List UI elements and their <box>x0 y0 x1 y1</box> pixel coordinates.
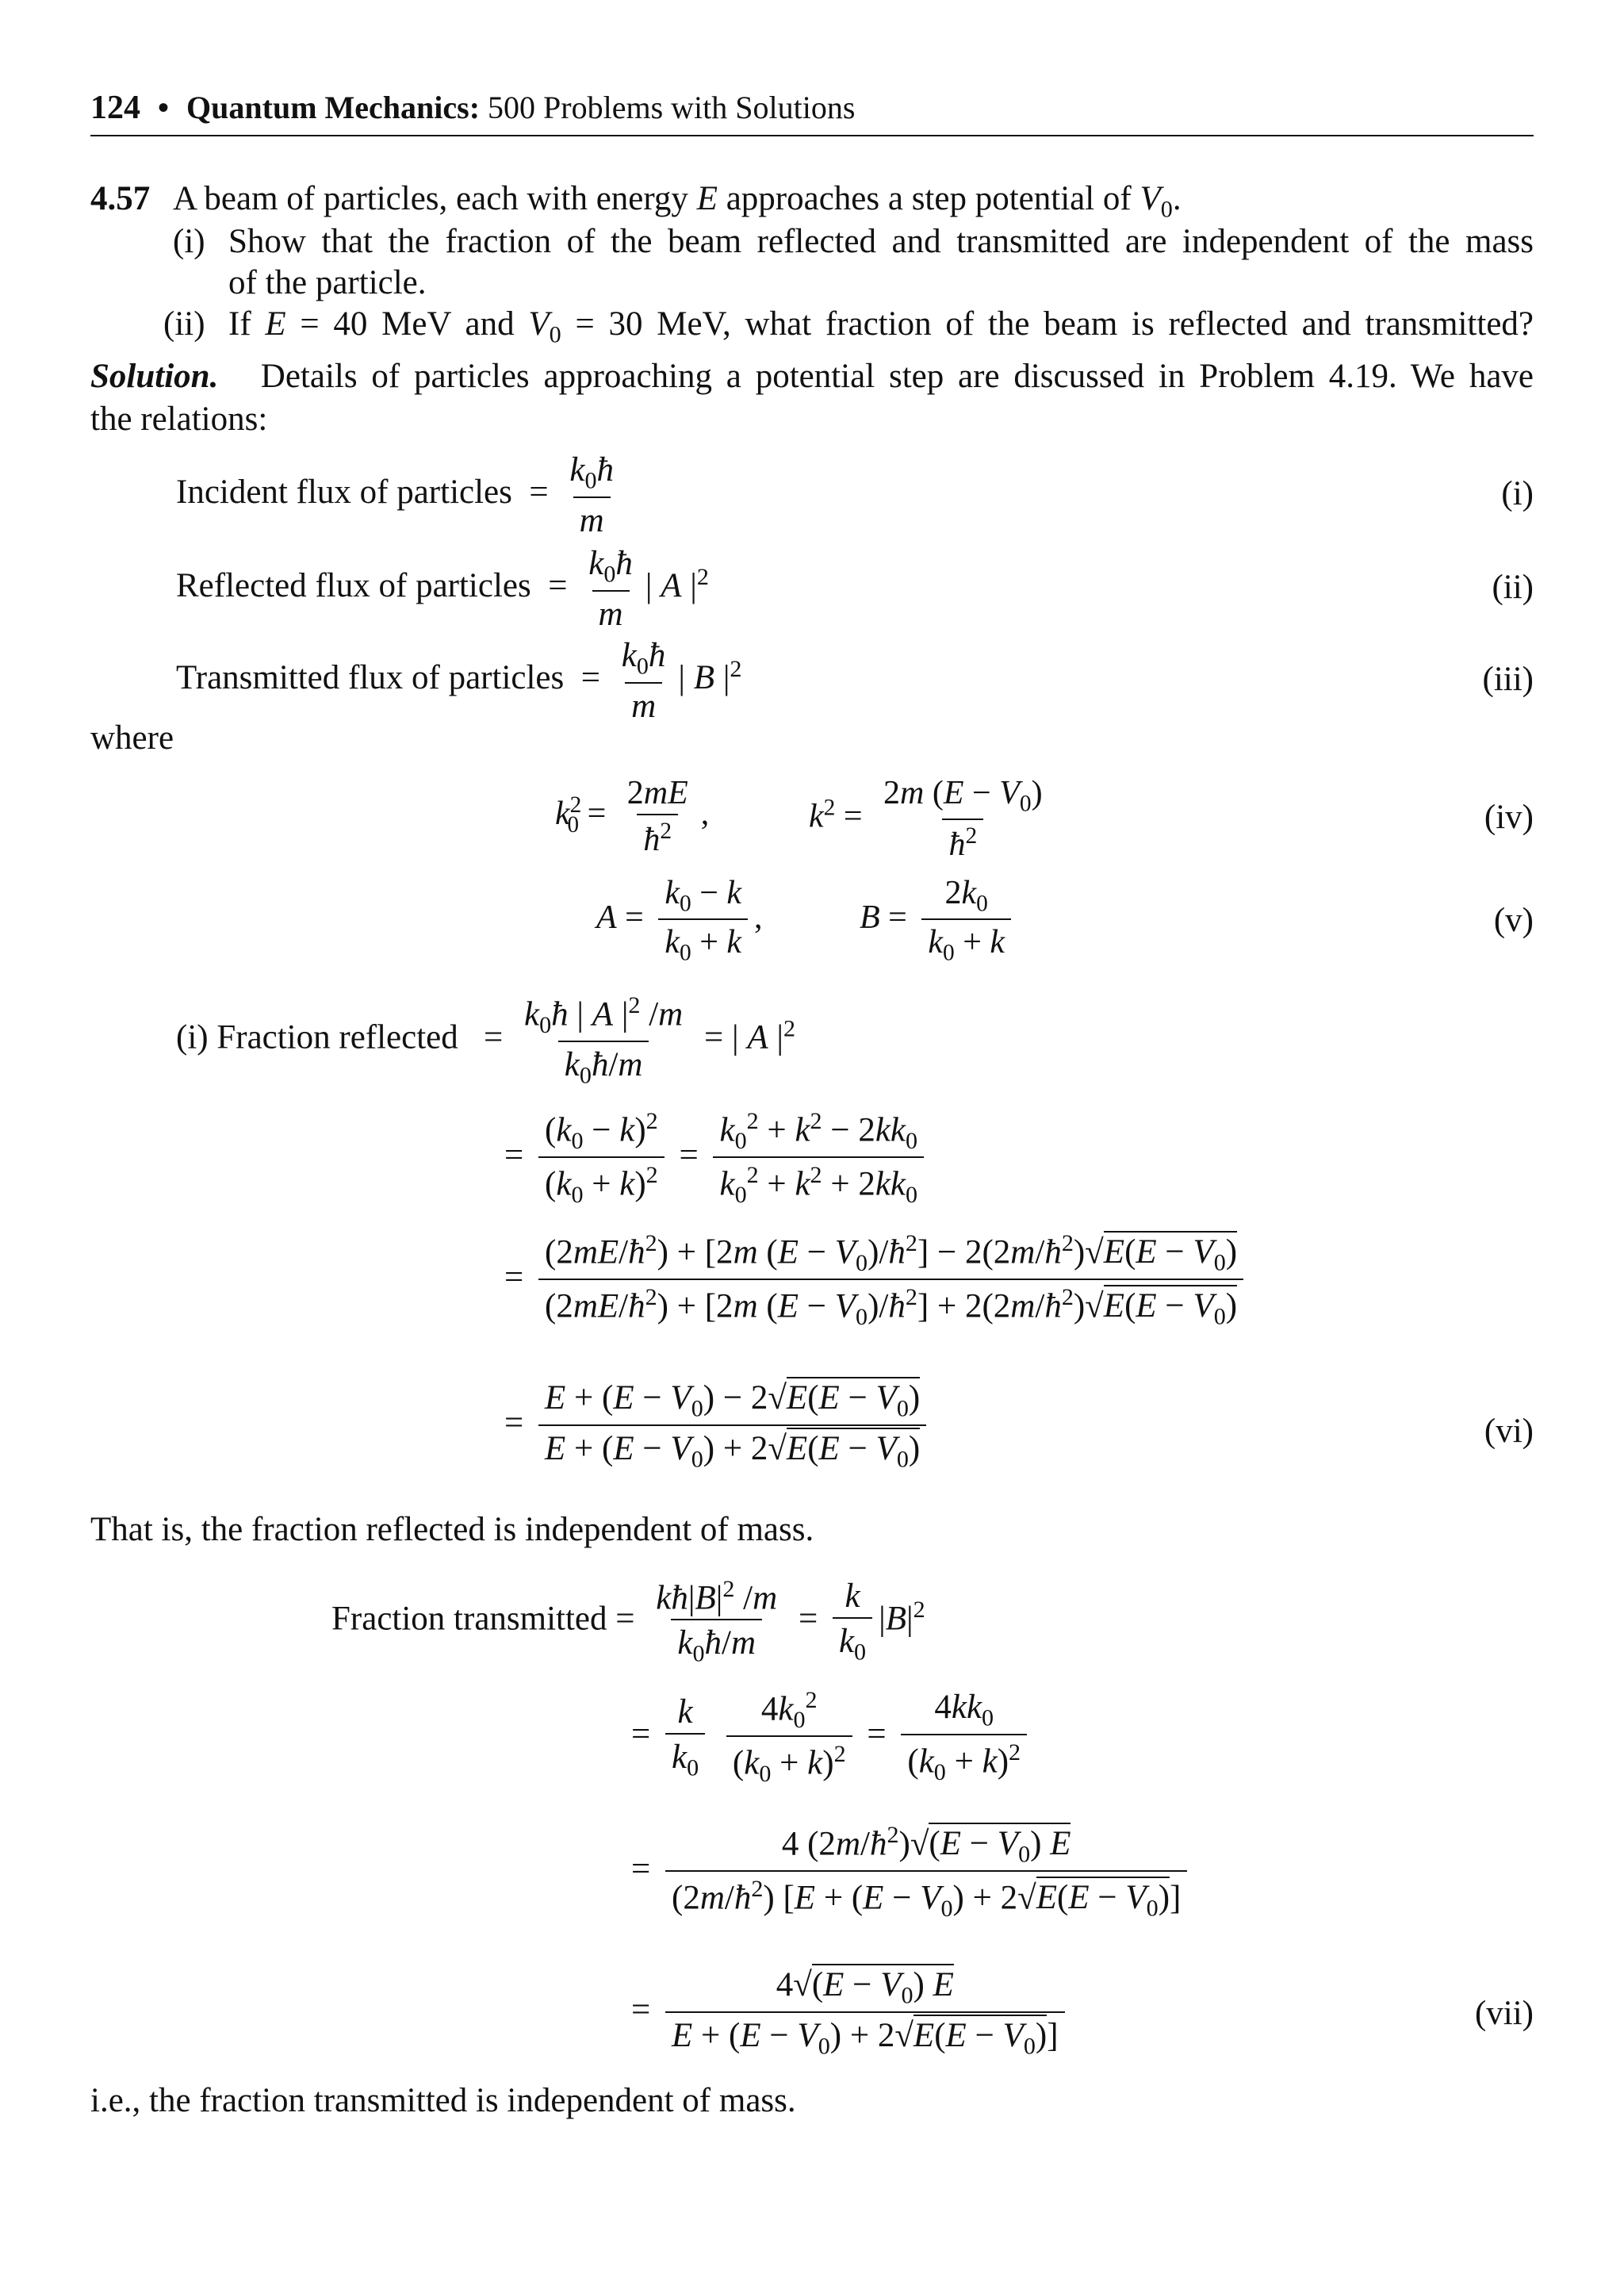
problem-number: 4.57 <box>90 180 151 217</box>
eq-number-i: (i) <box>1501 475 1534 512</box>
equation-fraction-reflected-4: = $\frac{E + (E - V_0) - 2√E(E - V_0)}{E + (E - V_0) + 2√E(E - V_0)}$ <box>504 1378 933 1473</box>
part-i-line2: of the particle. <box>228 264 427 301</box>
problem-statement <box>90 179 1182 224</box>
eq-number-ii: (ii) <box>1492 569 1534 606</box>
part-ii-label: (ii) <box>163 305 205 343</box>
header-bullet: • <box>158 90 170 125</box>
problem-text: A beam of particles, each with energy E approaches a step potential of $V_0$. <box>173 180 1182 223</box>
solution-intro-line1: Solution. Details of particles approaching a potential step are discussed in Problem 4.19. We have <box>90 358 1534 395</box>
equation-fraction-reflected-2: = $\frac{(k_0 - k)^2}{(k_0 + k)^2}$ = $\frac{k_0^2 + k^2 - 2kk_0}{k_0^2 + k^2 + 2kk_0}$ <box>504 1107 930 1209</box>
part-i-label: (i) <box>173 223 205 260</box>
equation-fraction-transmitted-3: = $\frac{4 (2m/ħ^2)√(E - V_0) E}{(2m/ħ^2) [E + (E - V_0) + 2√E(E - V_0)]}$ <box>631 1821 1193 1923</box>
part-ii-text: If E = 40 MeV and $V_0 = 30$ MeV, what fraction of the beam is reflected and transmitted? <box>228 305 1534 348</box>
book-title: Quantum Mechanics: <box>186 90 481 125</box>
where-text: where <box>90 719 174 757</box>
eq-number-iv: (iv) <box>1484 799 1534 836</box>
equation-fraction-transmitted-1: Fraction transmitted = $\frac{kħ|B|^2 /m}{k_0ħ/m}$ = $\frac{k}{k_0}$ $|B|^2$ <box>331 1575 925 1667</box>
equation-fraction-transmitted-4: = $\frac{4√(E - V_0) E}{E + (E - V_0) + 2√E(E - V_0)]}$ <box>631 1965 1071 2060</box>
eq-number-vii: (vii) <box>1474 1995 1534 2032</box>
solution-intro-line2: the relations: <box>90 401 268 438</box>
book-subtitle: 500 Problems with Solutions <box>488 90 856 125</box>
equation-A: A = $\frac{k_0 - k}{k_0 + k}$ , <box>596 875 763 966</box>
equation-reflected-flux: Reflected flux of particles = $\frac{k_0ħ}{m}$ | A $|^2$ <box>176 545 709 633</box>
equation-transmitted-flux: Transmitted flux of particles = $\frac{k_0ħ}{m}$ | B $|^2$ <box>176 637 742 725</box>
part-i-line1: Show that the fraction of the beam reflected and transmitted are independent of the mass <box>228 223 1534 260</box>
eq-number-v: (v) <box>1493 902 1534 939</box>
header-rule <box>90 135 1534 136</box>
eq-number-iii: (iii) <box>1482 661 1534 698</box>
transmitted-conclusion: i.e., the fraction transmitted is independent of mass. <box>90 2082 796 2119</box>
eq-number-vi: (vi) <box>1484 1413 1534 1450</box>
equation-k0-squared: $k^2_0$ = $\frac{2mE}{ħ^2}$ , <box>555 775 710 858</box>
running-header <box>90 89 855 127</box>
equation-fraction-transmitted-2: = $\frac{k}{k_0}$ $\frac{4k_0^2}{(k_0 + k)^2}$ = $\frac{4kk_0}{(k_0 + k)^2}$ <box>631 1686 1033 1788</box>
equation-incident-flux: Incident flux of particles = $\frac{k_0ħ}{m}$ <box>176 451 615 539</box>
page-number: 124 <box>90 90 140 126</box>
solution-label: Solution. <box>90 358 219 395</box>
equation-fraction-reflected-3: = $\frac{(2mE/ħ^2) + [2m (E - V_0)/ħ^2] - 2(2m/ħ^2)√E(E - V_0)}{(2mE/ħ^2) + [2m (E - V_0)/ħ^2] + 2(2m/ħ^2)√E(E - V_0)}$ <box>504 1229 1250 1331</box>
reflected-conclusion: That is, the fraction reflected is independent of mass. <box>90 1511 814 1548</box>
equation-B: B = $\frac{2k_0}{k_0 + k}$ <box>860 874 1017 967</box>
equation-k-squared: $k^2$ = $\frac{2m (E - V_0)}{ħ^2}$ <box>809 775 1043 864</box>
equation-fraction-reflected-1: (i) Fraction reflected = $\frac{k_0ħ | A |^2 /m}{k_0ħ/m}$ = | A $|^2$ <box>176 991 796 1089</box>
